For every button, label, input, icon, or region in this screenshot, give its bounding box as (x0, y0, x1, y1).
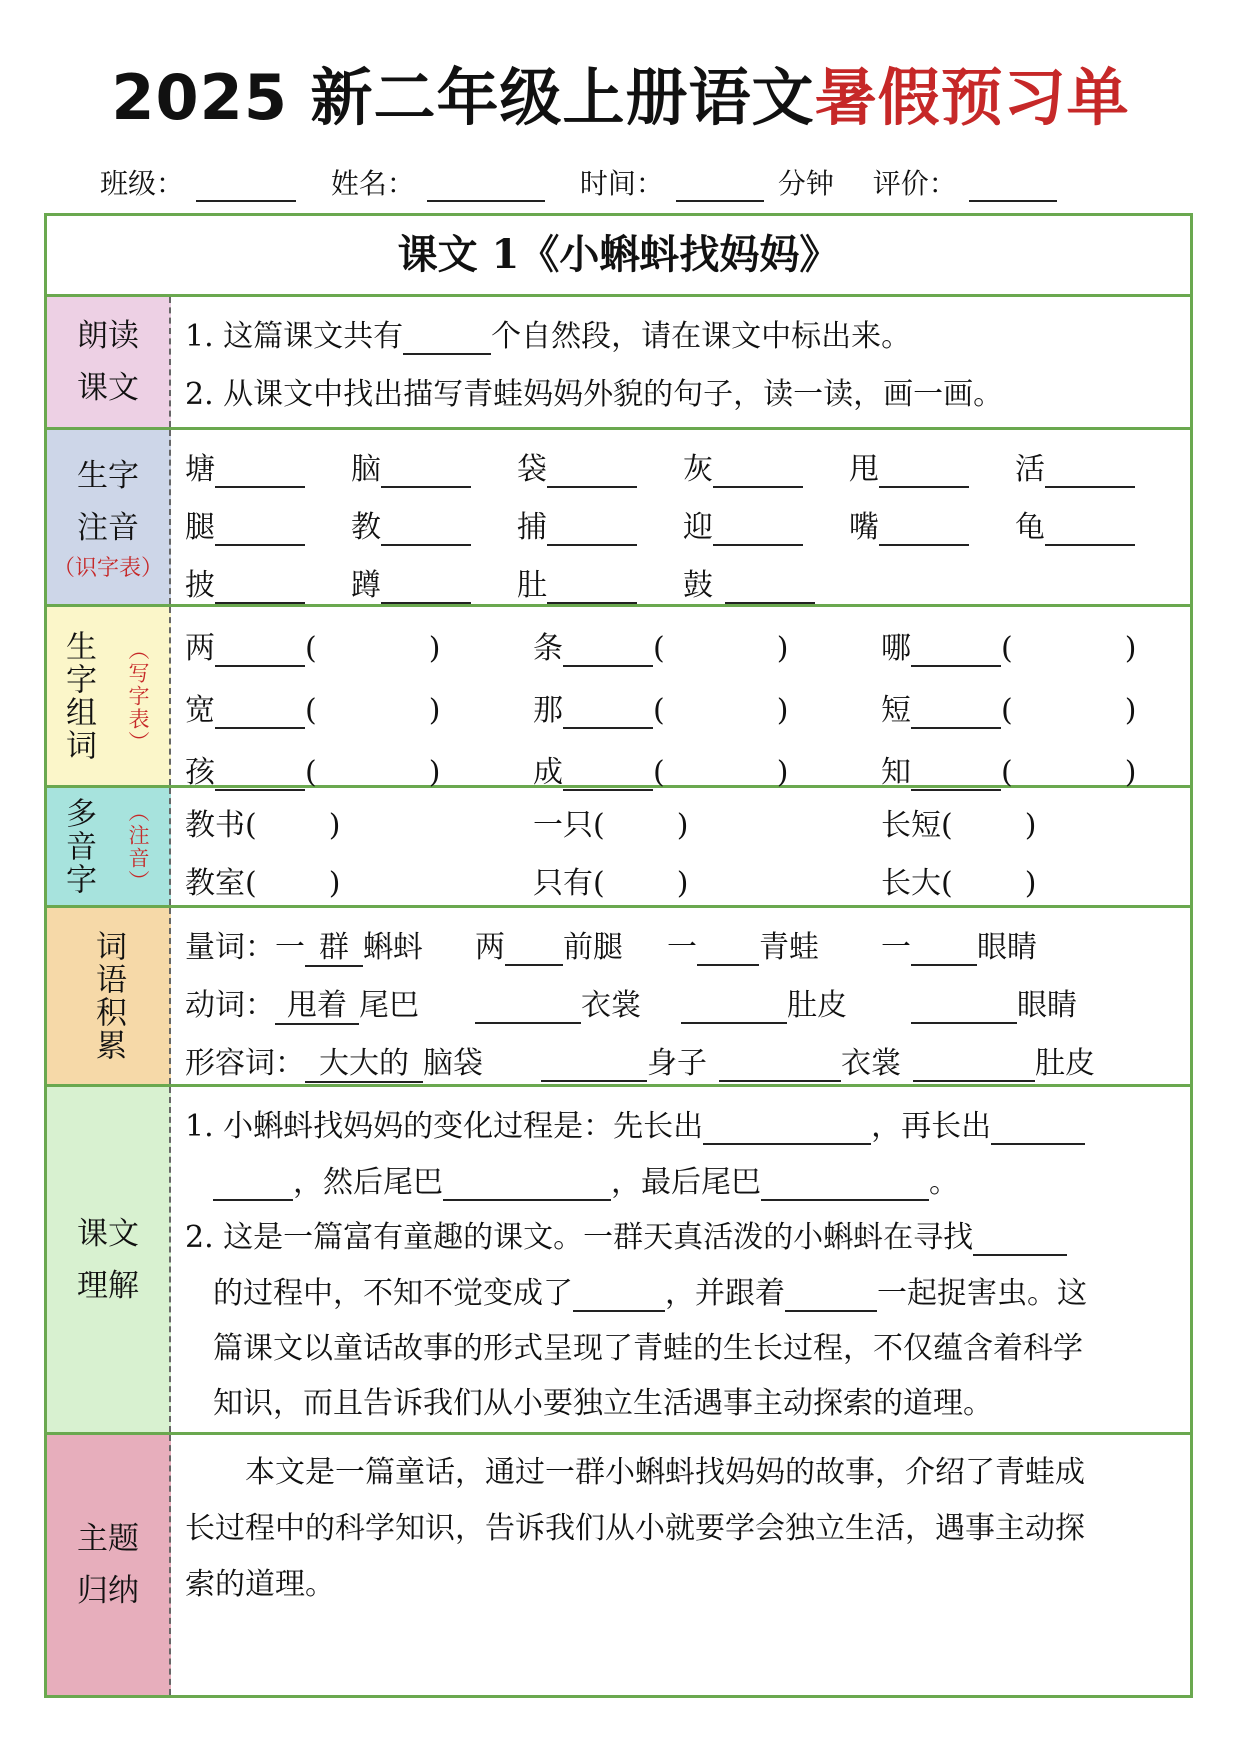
blank[interactable] (681, 994, 787, 1024)
word-blank[interactable] (215, 699, 305, 729)
pinyin-blank[interactable] (1045, 458, 1135, 488)
comprehension-q2-line1: 2. 这是一篇富有童趣的课文。一群天真活泼的小蝌蚪在寻找 (185, 1212, 1067, 1256)
blank[interactable] (541, 1052, 647, 1082)
blank[interactable] (913, 1052, 1035, 1082)
word-blank[interactable] (911, 761, 1001, 791)
section-reading (47, 297, 1190, 430)
comprehension-q2-line3: 篇课文以童话故事的形式呈现了青蛙的生长过程，不仅蕴含着科学 (213, 1331, 1083, 1366)
theme-line3: 索的道理。 (185, 1567, 335, 1602)
word-blank[interactable] (563, 637, 653, 667)
section-pinyin (47, 430, 1190, 607)
section-comprehension (47, 1087, 1190, 1435)
reading-q2: 2. 从课文中找出描写青蛙妈妈外貌的句子，读一读，画一画。 (185, 377, 1004, 412)
pinyin-item: 披 (185, 560, 305, 604)
pinyin-blank[interactable] (1045, 516, 1135, 546)
pinyin-item: 腿 (185, 502, 305, 546)
polyphone-item: 教室( ) (185, 866, 341, 901)
section-theme (47, 1435, 1190, 1695)
pinyin-blank[interactable] (879, 458, 969, 488)
word-blank[interactable] (911, 699, 1001, 729)
blank[interactable] (697, 936, 759, 966)
word-blank[interactable] (563, 761, 653, 791)
section-polyphones (47, 788, 1190, 908)
pinyin-blank[interactable] (215, 516, 305, 546)
reading-q1: 1. 这篇课文共有 个自然段，请在课文中标出来。 (185, 319, 912, 354)
comprehension-q1-line2: ，然后尾巴 ，最后尾巴 。 (213, 1157, 959, 1201)
comprehension-q2-line2: 的过程中，不知不觉变成了 ，并跟着 一起捉害虫。这 (213, 1276, 1087, 1311)
polyphone-item: 只有( ) (533, 866, 689, 901)
comprehension-q2-line4: 知识，而且告诉我们从小要独立生活遇事主动探索的道理。 (213, 1386, 993, 1421)
section-label-polyphones: 多音字 （注音） (47, 788, 171, 905)
pinyin-item: 蹲 (351, 560, 471, 604)
pinyin-item: 嘴 (849, 502, 969, 546)
blank[interactable] (991, 1115, 1085, 1145)
vocab-measure-words: 量词：一 群 蝌蚪 两 前腿 一 青蛙 一 眼睛 (185, 930, 1037, 965)
polyphone-item: 教书( ) (185, 808, 341, 843)
word-building-item: 哪 ( ) (881, 631, 1137, 666)
word-building-item: 孩 ( ) (185, 755, 441, 790)
student-info-line (100, 162, 1083, 202)
theme-line1: 本文是一篇童话，通过一群小蝌蚪找妈妈的故事，介绍了青蛙成 (245, 1455, 1085, 1490)
word-building-item: 条 ( ) (533, 631, 789, 666)
pinyin-blank[interactable] (547, 458, 637, 488)
blank[interactable] (505, 936, 563, 966)
blank[interactable] (973, 1226, 1067, 1256)
word-blank[interactable] (563, 699, 653, 729)
section-label-reading: 朗读 课文 (47, 297, 171, 427)
theme-line2: 长过程中的科学知识，告诉我们从小就要学会独立生活，遇事主动探 (185, 1511, 1085, 1546)
blank[interactable] (911, 994, 1017, 1024)
pinyin-item: 塘 (185, 444, 305, 488)
blank[interactable] (403, 325, 491, 355)
word-blank[interactable] (215, 761, 305, 791)
word-building-item: 短 ( ) (881, 693, 1137, 728)
polyphone-item: 长大( ) (881, 866, 1037, 901)
pinyin-blank[interactable] (725, 574, 815, 604)
pinyin-item: 甩 (849, 444, 969, 488)
blank[interactable] (911, 936, 977, 966)
polyphone-item: 长短( ) (881, 808, 1037, 843)
word-blank[interactable] (911, 637, 1001, 667)
class-field[interactable] (196, 174, 296, 202)
word-building-item: 知 ( ) (881, 755, 1137, 790)
worksheet-table (44, 213, 1193, 1698)
blank[interactable] (719, 1052, 841, 1082)
word-building-item: 那 ( ) (533, 693, 789, 728)
blank[interactable] (785, 1282, 877, 1312)
blank[interactable] (573, 1282, 665, 1312)
pinyin-item: 迎 (683, 502, 803, 546)
blank[interactable] (443, 1171, 611, 1201)
vocab-adjectives: 形容词： 大大的 脑袋 身子 衣裳 肚皮 (185, 1046, 1095, 1081)
blank[interactable] (475, 994, 581, 1024)
section-label-word-building: 生字组词 （写字表） (47, 607, 171, 785)
section-label-vocabulary: 词语积累 (47, 908, 171, 1084)
pinyin-item: 肚 (517, 560, 637, 604)
word-building-item: 宽 ( ) (185, 693, 441, 728)
pinyin-blank[interactable] (215, 574, 305, 604)
name-field[interactable] (427, 174, 545, 202)
pinyin-item: 袋 (517, 444, 637, 488)
pinyin-blank[interactable] (547, 574, 637, 604)
word-blank[interactable] (215, 637, 305, 667)
blank[interactable] (703, 1115, 871, 1145)
time-field[interactable] (676, 174, 764, 202)
pinyin-item: 捕 (517, 502, 637, 546)
pinyin-item: 鼓 (683, 560, 815, 604)
class-label: 班级： (100, 167, 185, 200)
polyphone-item: 一只( ) (533, 808, 689, 843)
blank[interactable] (761, 1171, 929, 1201)
pinyin-item: 教 (351, 502, 471, 546)
section-label-theme: 主题 归纳 (47, 1435, 171, 1695)
minutes-label: 分钟 (777, 167, 834, 200)
word-building-item: 成 ( ) (533, 755, 789, 790)
pinyin-item: 龟 (1015, 502, 1135, 546)
section-label-pinyin: 生字 注音 （识字表） (47, 430, 171, 604)
section-word-building (47, 607, 1190, 788)
blank[interactable] (213, 1171, 293, 1201)
lesson-title: 课文 1《小蝌蚪找妈妈》 (47, 216, 1190, 297)
pinyin-blank[interactable] (381, 574, 471, 604)
pinyin-blank[interactable] (381, 516, 471, 546)
word-building-item: 两 ( ) (185, 631, 441, 666)
pinyin-blank[interactable] (713, 516, 803, 546)
comprehension-q1-line1: 1. 小蝌蚪找妈妈的变化过程是：先长出 ，再长出 (185, 1101, 1085, 1145)
vocab-verbs: 动词： 甩着 尾巴 衣裳 肚皮 眼睛 (185, 988, 1077, 1023)
pinyin-blank[interactable] (547, 516, 637, 546)
eval-field[interactable] (969, 174, 1057, 202)
pinyin-blank[interactable] (713, 458, 803, 488)
pinyin-item: 活 (1015, 444, 1135, 488)
pinyin-blank[interactable] (879, 516, 969, 546)
page-title: 2025 新二年级上册语文暑假预习单 (111, 61, 1130, 134)
eval-label: 评价： (872, 167, 957, 200)
pinyin-blank[interactable] (381, 458, 471, 488)
section-vocabulary (47, 908, 1190, 1087)
pinyin-blank[interactable] (215, 458, 305, 488)
pinyin-item: 脑 (351, 444, 471, 488)
section-label-comprehension: 课文 理解 (47, 1087, 171, 1432)
name-label: 姓名： (330, 167, 415, 200)
pinyin-item: 灰 (683, 444, 803, 488)
time-label: 时间： (579, 167, 664, 200)
